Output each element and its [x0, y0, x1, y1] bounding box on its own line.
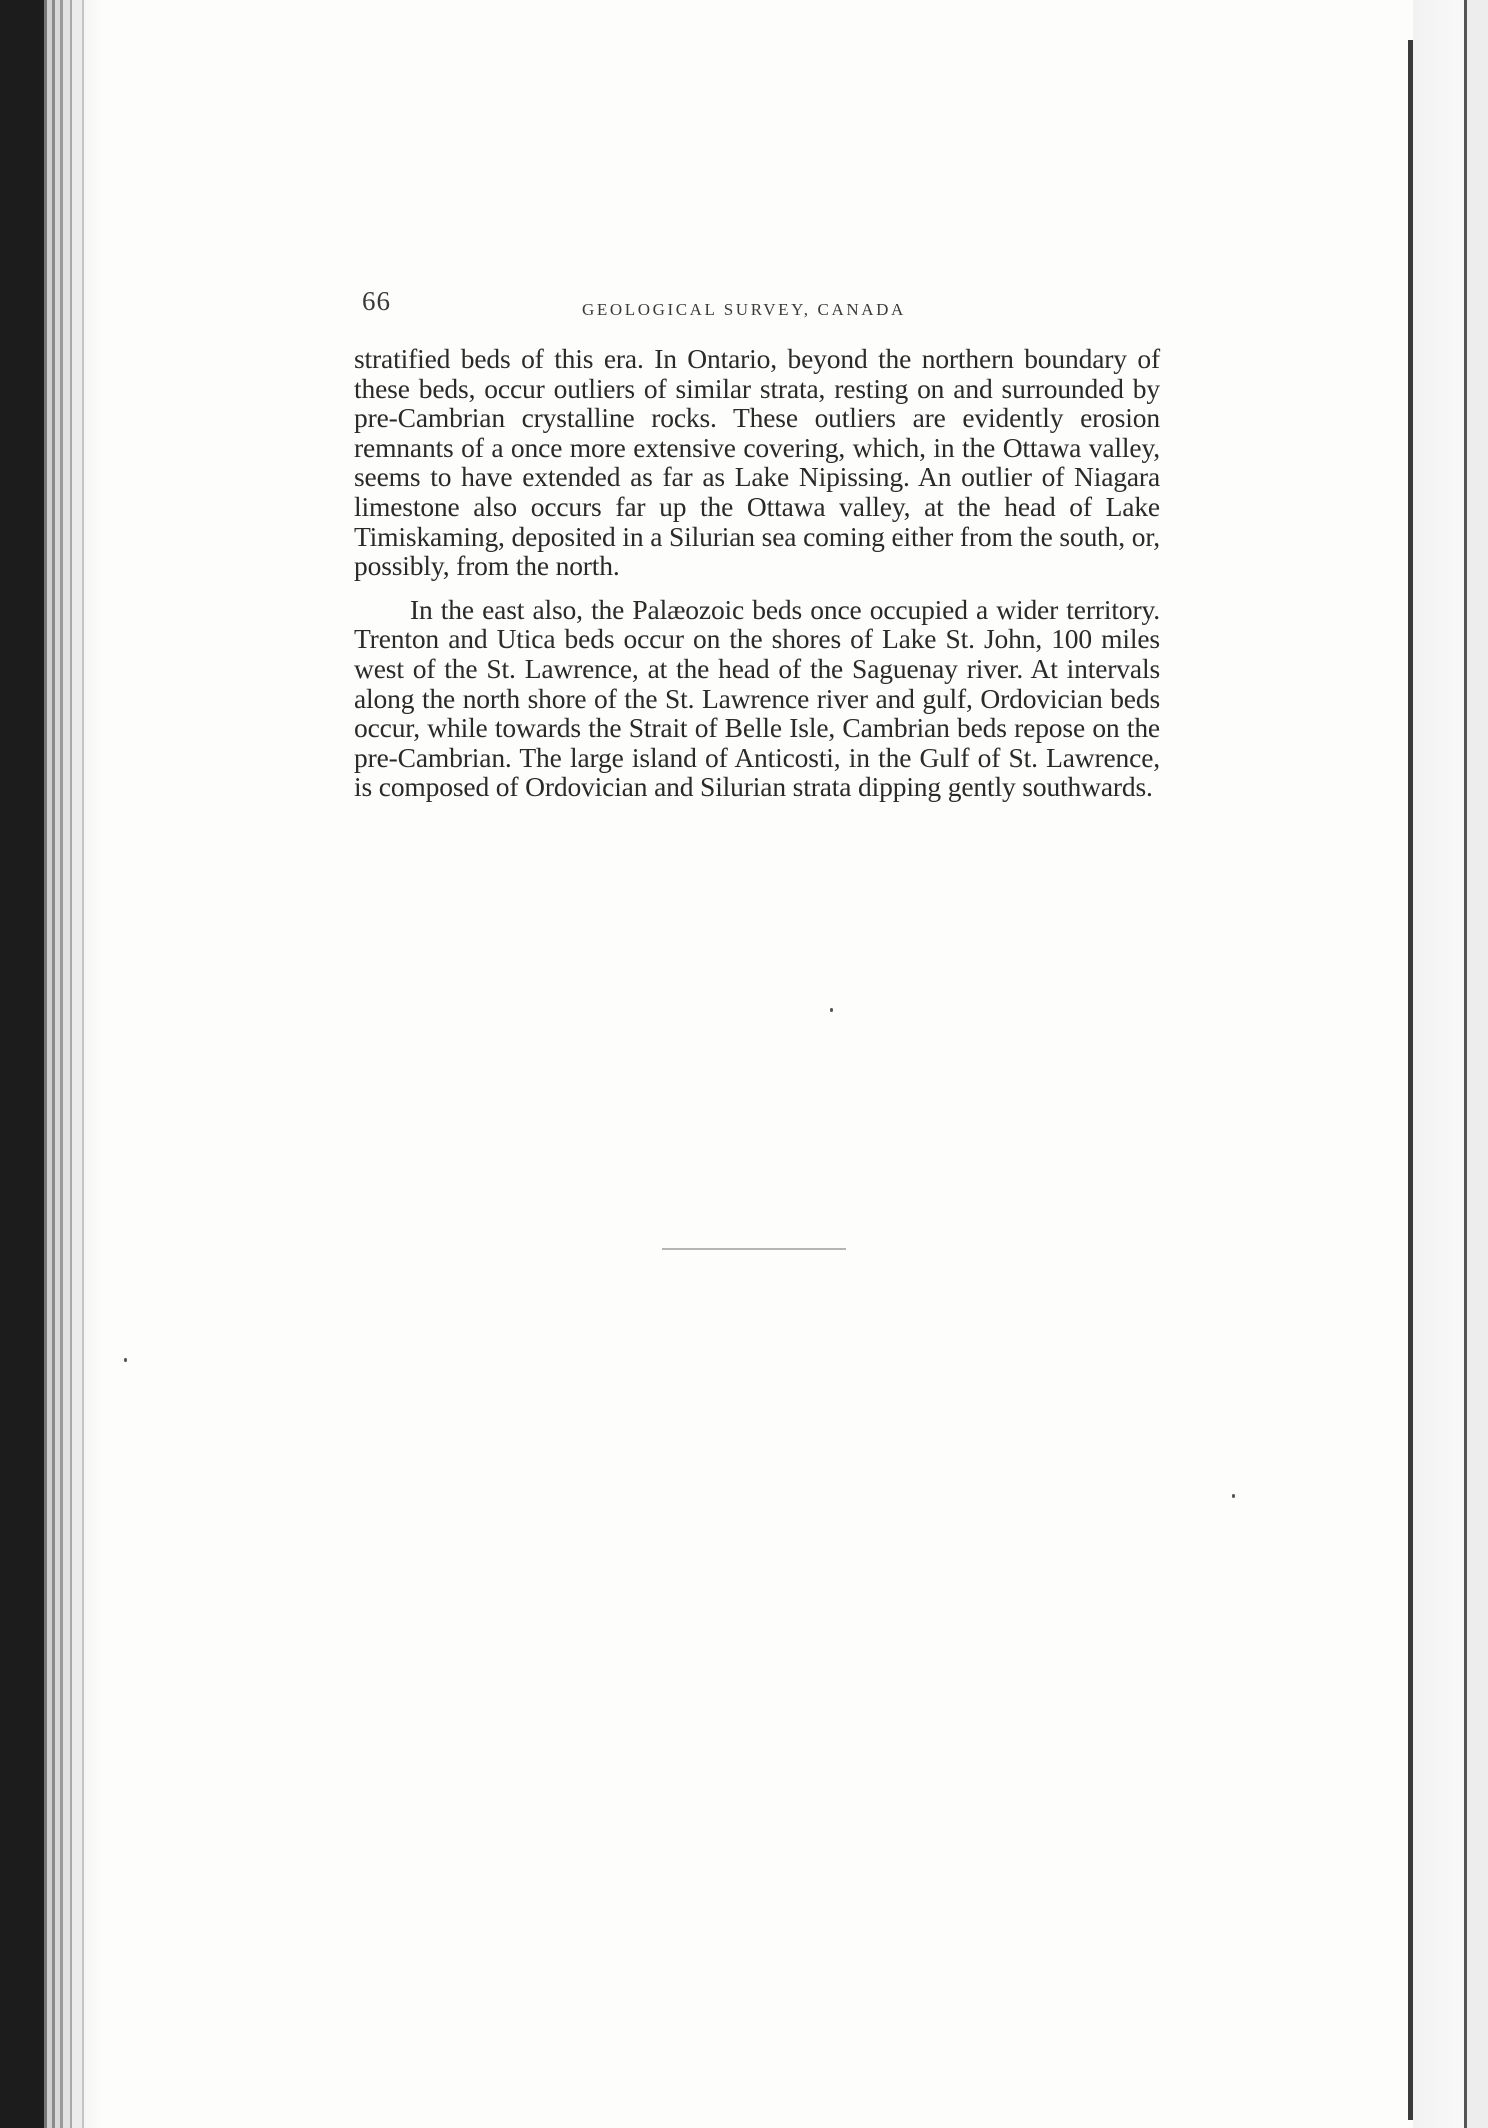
running-title: GEOLOGICAL SURVEY, CANADA	[582, 300, 906, 319]
scan-speck	[1232, 1494, 1235, 1498]
paragraph-1: stratified beds of this era. In Ontario, beyond the northern boundary of these beds, occur outliers of similar strata, resting on and surrounded by pre-Cambrian crystalline rocks. These outliers are evidently erosion remnants of a once more extensive covering, which, in the Ottawa valley, seems to have extended as far as Lake Nipissing. An outlier of Niagara limestone also occurs far up the Ottawa valley, at the head of Lake Timiskaming, deposited in a Silurian sea coming either from the south, or, possibly, from the north.	[354, 343, 1160, 582]
end-rule	[662, 1248, 846, 1250]
scan-speck	[830, 1008, 833, 1012]
page-number: 66	[362, 286, 391, 316]
outer-book-edge	[1464, 0, 1488, 2128]
book-gutter-edge	[0, 0, 104, 2128]
paragraph-2: In the east also, the Palæozoic beds once occupied a wider territory. Trenton and Utica beds occur on the shores of Lake St. John, 100 miles west of the St. Lawrence, at the head of the Saguenay river. At intervals along the north shore of the St. Lawrence river and gulf, Ordovician beds occur, while towards the Strait of Belle Isle, Cambrian beds repose on the pre-Cambrian. The large island of Anticosti, in the Gulf of St. Lawrence, is composed of Ordovician and Silurian strata dipping gently southwards.	[354, 593, 1160, 803]
text-block	[354, 286, 1160, 802]
running-head	[354, 286, 1160, 344]
scan-speck	[124, 1358, 127, 1362]
